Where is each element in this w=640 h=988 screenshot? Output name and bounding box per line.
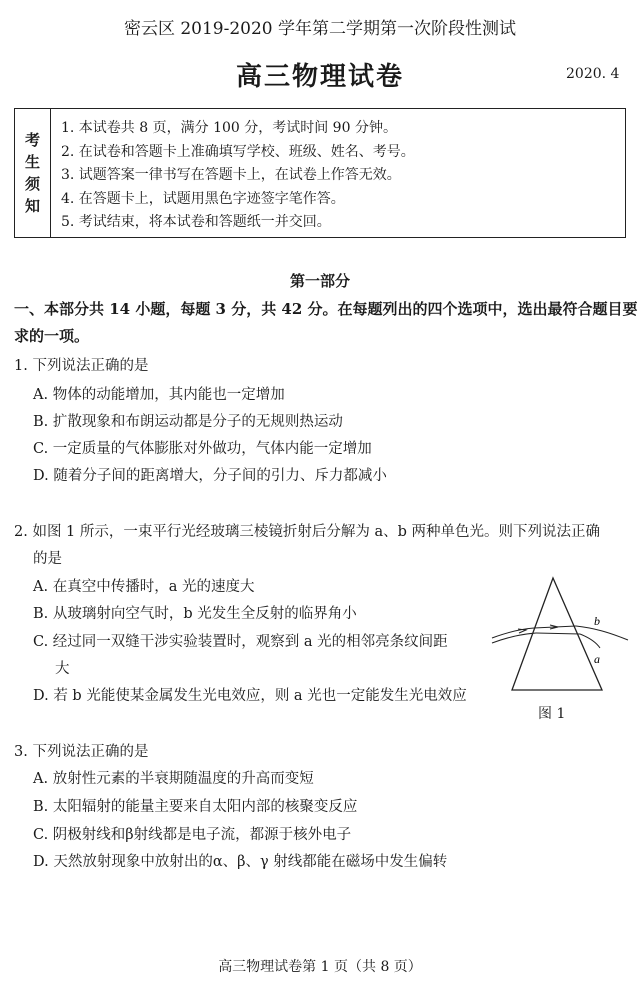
question-2-stem: 2. 如图 1 所示，一束平行光经玻璃三棱镜折射后分解为 a、b 两种单色光。则下列说法正确 bbox=[14, 524, 601, 540]
notice-item: 4. 在答题卡上，试题用黑色字迹签字笔作答。 bbox=[61, 190, 345, 207]
ray-arrowhead bbox=[518, 629, 526, 633]
notice-item: 5. 考试结束，将本试卷和答题纸一并交回。 bbox=[61, 214, 331, 230]
notice-label bbox=[15, 109, 51, 237]
paper-date: 2020. 4 bbox=[566, 66, 620, 82]
exam-notice-box bbox=[14, 108, 626, 238]
question-1-stem: 1. 下列说法正确的是 bbox=[14, 358, 149, 374]
question-3-option-c: C. 阴极射线和β射线都是电子流，都源于核外电子 bbox=[33, 827, 352, 843]
question-2-option-a: A. 在真空中传播时，a 光的速度大 bbox=[33, 579, 255, 595]
question-2-option-c-cont: 大 bbox=[55, 661, 70, 677]
figure-1-caption: 图 1 bbox=[538, 706, 566, 722]
notice-label-char: 考 bbox=[24, 131, 40, 149]
question-1-option-d: D. 随着分子间的距离增大，分子间的引力、斥力都减小 bbox=[33, 468, 387, 484]
notice-item: 1. 本试卷共 8 页，满分 100 分，考试时间 90 分钟。 bbox=[61, 120, 397, 136]
question-2-stem-cont: 的是 bbox=[33, 551, 62, 567]
question-2-option-b: B. 从玻璃射向空气时，b 光发生全反射的临界角小 bbox=[33, 606, 357, 622]
ray-a-label: a bbox=[594, 652, 600, 666]
question-3-option-d: D. 天然放射现象中放射出的α、β、γ 射线都能在磁场中发生偏转 bbox=[33, 854, 448, 870]
question-1-option-c: C. 一定质量的气体膨胀对外做功，气体内能一定增加 bbox=[33, 441, 372, 457]
notice-label-char: 知 bbox=[24, 197, 40, 215]
question-3-option-a: A. 放射性元素的半衰期随温度的升高而变短 bbox=[33, 771, 314, 787]
paper-title: 高三物理试卷 bbox=[235, 62, 404, 92]
prism-figure bbox=[490, 572, 632, 696]
question-1-option-a: A. 物体的动能增加，其内能也一定增加 bbox=[33, 387, 285, 403]
page-footer: 高三物理试卷第 1 页（共 8 页） bbox=[218, 959, 422, 975]
question-2-option-d: D. 若 b 光能使某金属发生光电效应，则 a 光也一定能发生光电效应 bbox=[33, 688, 467, 704]
question-1-option-b: B. 扩散现象和布朗运动都是分子的无规则热运动 bbox=[33, 414, 343, 430]
question-3-option-b: B. 太阳辐射的能量主要来自太阳内部的核聚变反应 bbox=[33, 799, 358, 815]
notice-label-char: 生 bbox=[24, 153, 40, 171]
section-instruction-line: 求的一项。 bbox=[14, 327, 90, 345]
ray-b bbox=[576, 626, 628, 640]
notice-item: 3. 试题答案一律书写在答题卡上，在试卷上作答无效。 bbox=[61, 167, 401, 183]
ray-b-label: b bbox=[594, 614, 600, 628]
notice-item: 2. 在试卷和答题卡上准确填写学校、班级、姓名、考号。 bbox=[61, 143, 415, 160]
notice-items bbox=[61, 117, 415, 235]
section-title: 第一部分 bbox=[289, 272, 350, 290]
refracted-ray-inside bbox=[536, 633, 580, 634]
section-instruction-line: 一、本部分共 14 小题，每题 3 分，共 42 分。在每题列出的四个选项中，选出最符合题目要 bbox=[14, 300, 638, 318]
exam-header-title: 密云区 2019-2020 学年第二学期第一次阶段性测试 bbox=[123, 19, 517, 39]
question-3-stem: 3. 下列说法正确的是 bbox=[14, 744, 149, 760]
question-2-option-c: C. 经过同一双缝干涉实验装置时，观察到 a 光的相邻亮条纹间距 bbox=[33, 634, 448, 650]
notice-label-char: 须 bbox=[24, 175, 40, 193]
